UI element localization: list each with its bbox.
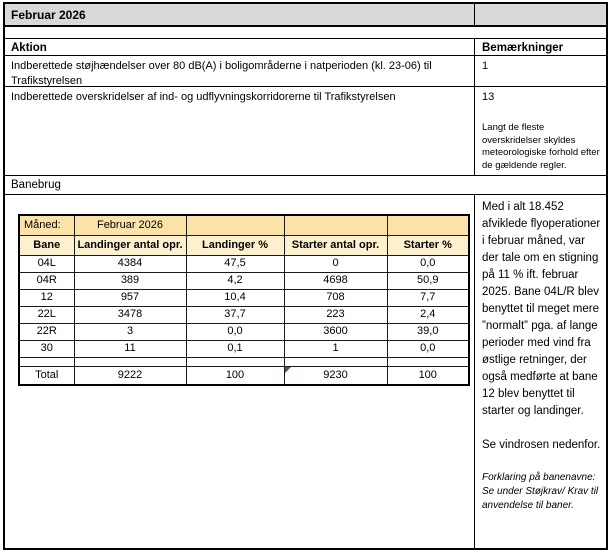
table-row-corridor-violations [5,87,606,176]
col-header-landinger-antal: Landinger antal opr. [74,235,186,255]
col-header-starter-pct: Starter % [387,235,469,255]
remark-paragraph: Med i alt 18.452 afviklede flyoperationer i februar måned, var der tale om en stigning på 11 % ift. februar 2025. Bane 04L/R blev benyttet til meget mere ”normalt” pga. af lange perioder med vind fra østlige retninger, der også medførte at bane 12 blev benyttet til starter og landinger. [482,201,601,417]
bemaerkning-note: Langt de fleste overskridelser skyldes meteorologiske forhold efter de gældende regler. [482,122,600,171]
aktion-text: Indberettede overskridelser af ind- og udflyvningskorridorerne til Trafikstyrelsen [5,87,475,175]
table-empty-row [19,357,469,366]
col-header-starter-antal: Starter antal opr. [284,235,387,255]
remark-paragraph: Se vindrosen nedenfor. [482,439,601,451]
runway-usage-table [18,214,470,386]
table-header-row [19,235,469,255]
bemaerkning-value: 1 [482,60,489,72]
column-header-bemaerkninger: Bemærkninger [482,42,564,54]
table-row: 22L 3478 37,7 223 2,4 [19,306,469,323]
section-label: Banebrug [11,179,61,191]
table-row: 04R 389 4,2 4698 50,9 [19,272,469,289]
report-page [3,2,608,550]
bemaerkning-value: 13 [482,91,495,103]
title-row [5,4,606,27]
page-title: Februar 2026 [5,4,475,25]
bemaerkning-cell [475,87,606,175]
table-row: 22R 3 0,0 3600 39,0 [19,323,469,340]
column-header-aktion: Aktion [5,39,475,55]
spacer-row [5,27,606,39]
section-header-banebrug [5,176,606,195]
aktion-text: Indberettede støjhændelser over 80 dB(A) i boligområderne i natperioden (kl. 23-06) til Trafikstyrelsen [5,56,475,86]
col-header-bane: Bane [19,235,74,255]
table-meta-row [19,215,469,235]
table-row: 04L 4384 47,5 0 0,0 [19,255,469,272]
table-row-noise-events [5,56,606,87]
month-label: Måned: [19,215,74,235]
remark-footnote: Forklaring på banenavne: Se under Støjkrav/ Krav til anvendelse til baner. [482,472,599,511]
table-row: 12 957 10,4 708 7,7 [19,289,469,306]
column-header-row [5,39,606,56]
banebrug-row [5,195,606,548]
title-row-empty-cell [475,4,606,25]
runway-usage-table-container [5,195,475,548]
table-row: 30 11 0,1 1 0,0 [19,340,469,357]
col-header-landinger-pct: Landinger % [186,235,284,255]
table-total-row: Total 9222 100 9230 100 [19,366,469,385]
excel-error-indicator-icon [285,367,291,373]
month-value: Februar 2026 [74,215,186,235]
banebrug-remarks [475,195,606,548]
